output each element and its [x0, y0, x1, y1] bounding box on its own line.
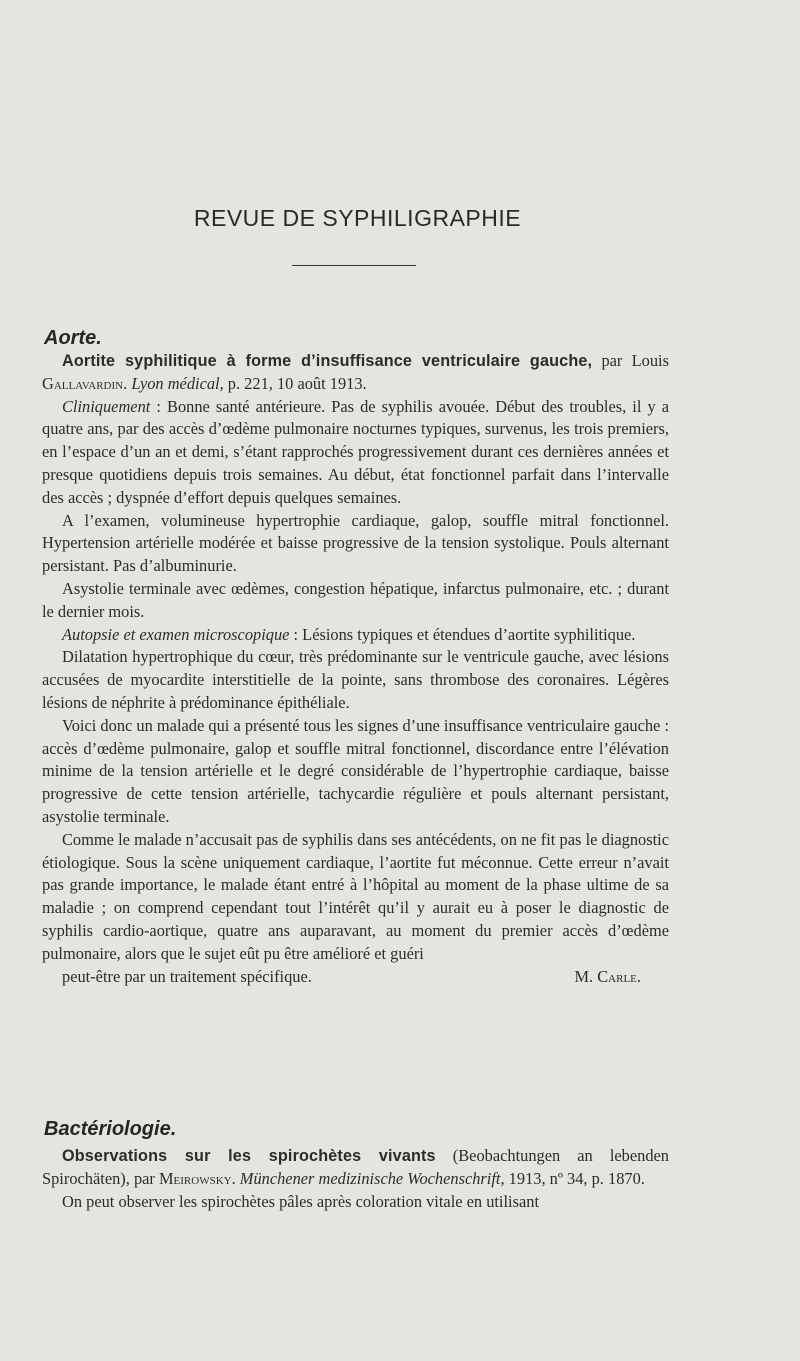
paragraph: Asystolie terminale avec œdèmes, congestion hépatique, infarctus pulmonaire, etc. ; durant le dernier mois.	[42, 578, 669, 621]
title-divider	[292, 265, 416, 266]
section-body-bacteriologie	[42, 1145, 669, 1213]
section-heading-bacteriologie: Bactériologie.	[44, 1118, 177, 1140]
paragraph-closing	[42, 966, 669, 989]
section-heading-aorte: Aorte.	[44, 327, 102, 349]
paragraph-label: Autopsie et examen microscopique	[62, 624, 290, 644]
citation-suffix: p. 221, 10 août 1913.	[223, 373, 367, 393]
section-body-aorte	[42, 350, 669, 988]
article-title: Aortite syphilitique à forme d’insuffisance ventriculaire gauche,	[62, 352, 593, 370]
article-title: Observations sur les spirochètes vivants	[62, 1147, 436, 1165]
citation-author: Gallavardin	[42, 373, 124, 393]
author-signature: M. Carle.	[574, 966, 641, 986]
citation-separator: .	[123, 373, 132, 393]
paragraph-text: : Bonne santé antérieure. Pas de syphilis avouée. Début des troubles, il y a quatre ans, par des accès d’œdème pulmonaire nocturnes typiques, survenus, les trois premiers, en l’espace d’un an et demi, s’étant rapprochés progressivement durant ces dernières années et presque quotidiens depuis trois semaines. Au début, état fonctionnel parfait dans l’intervalle des accès ; dyspnée d’effort depuis quelques semaines.	[42, 396, 669, 507]
citation-journal: Lyon médical,	[131, 373, 224, 393]
page-title: REVUE DE SYPHILIGRAPHIE	[193, 205, 522, 231]
paragraph: Comme le malade n’accusait pas de syphilis dans ses antécédents, on ne fit pas le diagnostic étiologique. Sous la scène uniquement cardiaque, l’aortite fut méconnue. Cette erreur n’avait pas grande importance, le malade étant entré à l’hôpital au moment de la phase ultime de sa maladie ; on comprend cependant tout l’intérêt qu’il y aurait eu à poser le diagnostic de syphilis cardio-aortique, quatre ans auparavant, au moment du premier accès d’œdème pulmonaire, alors que le sujet eût pu être amélioré et guéri	[42, 829, 669, 963]
paragraph-autopsie	[42, 624, 669, 647]
paragraph: Dilatation hypertrophique du cœur, très prédominante sur le ventricule gauche, avec lésions accusées de myocardite interstitielle de la pointe, sans thrombose des coronaires. Légères lésions de néphrite à prédominance épithéliale.	[42, 647, 669, 712]
citation-journal: Münchener medizinische Wochenschrift,	[239, 1168, 505, 1188]
paragraph: On peut observer les spirochètes pâles après coloration vitale en utilisant	[62, 1191, 540, 1211]
paragraph-label: Cliniquement	[62, 396, 151, 416]
paragraph-last-line: peut-être par un traitement spécifique.	[62, 966, 312, 986]
article-citation	[42, 350, 669, 396]
citation-separator: .	[231, 1168, 240, 1188]
citation-suffix: 1913, nº 34, p. 1870.	[504, 1168, 645, 1188]
paragraph-text: : Lésions typiques et étendues d’aortite syphilitique.	[289, 624, 636, 644]
citation-prefix: (Beobachtungen an lebenden Spirochäten), par	[42, 1146, 669, 1188]
paragraph-cliniquement	[42, 396, 669, 510]
paragraph: A l’examen, volumineuse hypertrophie cardiaque, galop, souffle mitral fonctionnel. Hypertension artérielle modérée et baisse progressive de la tension systolique. Pouls alternant persistant. Pas d’albuminurie.	[42, 510, 669, 576]
citation-prefix: par Louis	[601, 351, 669, 370]
article-citation	[42, 1145, 669, 1191]
paragraph: Voici donc un malade qui a présenté tous les signes d’une insuffisance ventriculaire gauche : accès d’œdème pulmonaire, galop et souffle mitral fonctionnel, discordance entre l’élévation minime de la tension artérielle et le degré considérable de l’hypertrophie cardiaque, baisse progressive de cette tension artérielle, tachycardie régulière et pouls alternant persistant, asystolie terminale.	[42, 715, 669, 826]
citation-author: Meirowsky	[158, 1168, 232, 1188]
